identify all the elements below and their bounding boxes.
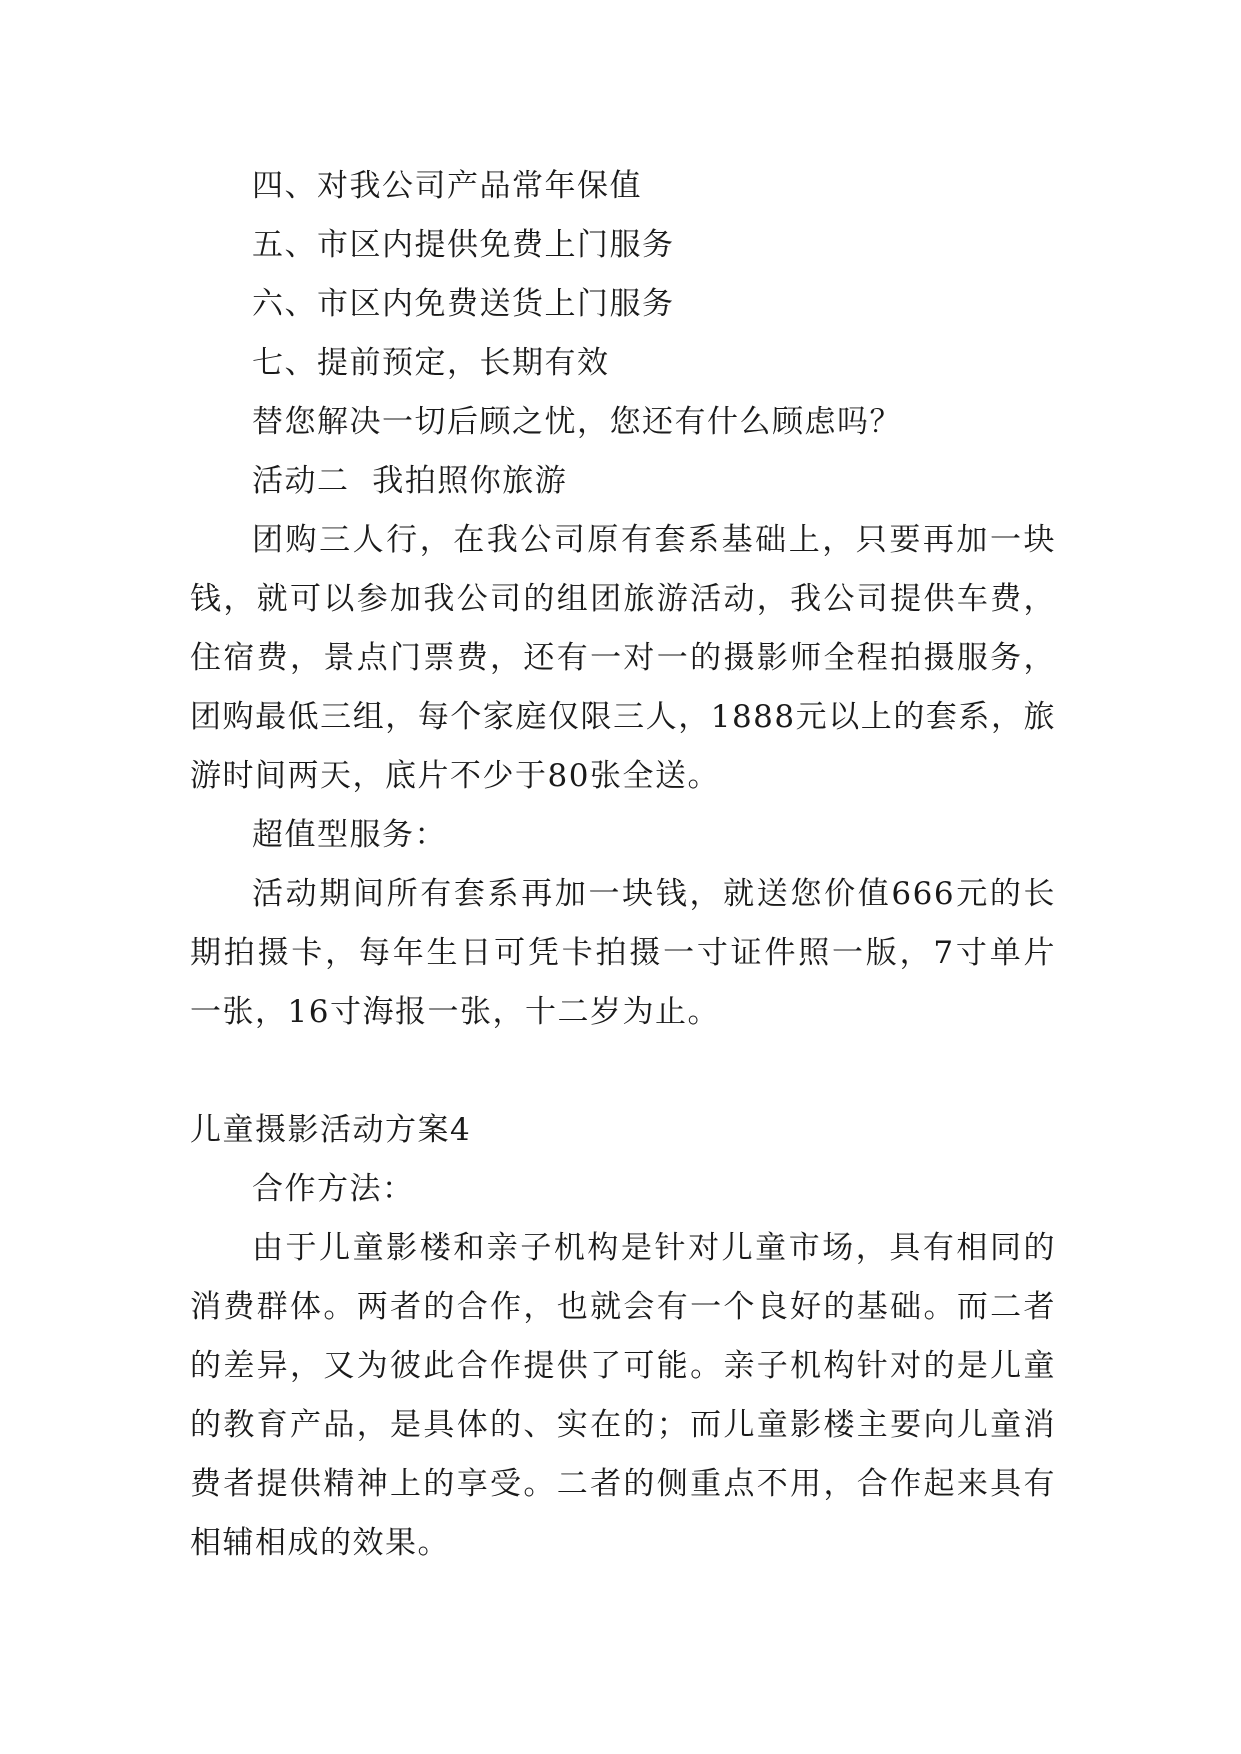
closing-question: 替您解决一切后顾之忧，您还有什么顾虑吗？ xyxy=(252,404,902,440)
activity-two-title: 活动二 我拍照你旅游 xyxy=(252,463,568,499)
list-item-4: 四、对我公司产品常年保值 xyxy=(252,168,642,204)
section-heading: 儿童摄影活动方案4 xyxy=(190,1112,472,1148)
value-service-body: 活动期间所有套系再加一块钱，就送您价值666元的长期拍摄卡，每年生日可凭卡拍摄一寸证件照一版，7寸单片一张，16寸海报一张，十二岁为止。 xyxy=(190,876,1056,1030)
cooperation-title: 合作方法： xyxy=(252,1171,415,1207)
list-item-7: 七、提前预定，长期有效 xyxy=(252,345,610,381)
cooperation-body: 由于儿童影楼和亲子机构是针对儿童市场，具有相同的消费群体。两者的合作，也就会有一个良好的基础。而二者的差异，又为彼此合作提供了可能。亲子机构针对的是儿童的教育产品，是具体的、实在的；而儿童影楼主要向儿童消费者提供精神上的享受。二者的侧重点不用，合作起来具有相辅相成的效果。 xyxy=(190,1230,1056,1561)
section-gap xyxy=(190,1042,1056,1101)
list-item-5: 五、市区内提供免费上门服务 xyxy=(252,227,675,263)
value-service-title: 超值型服务： xyxy=(252,817,447,853)
activity-two-body: 团购三人行，在我公司原有套系基础上，只要再加一块钱，就可以参加我公司的组团旅游活动，我公司提供车费，住宿费，景点门票费，还有一对一的摄影师全程拍摄服务，团购最低三组，每个家庭仅限三人，1888元以上的套系，旅游时间两天，底片不少于80张全送。 xyxy=(190,522,1056,794)
document-body xyxy=(190,157,1056,1573)
list-item-6: 六、市区内免费送货上门服务 xyxy=(252,286,675,322)
